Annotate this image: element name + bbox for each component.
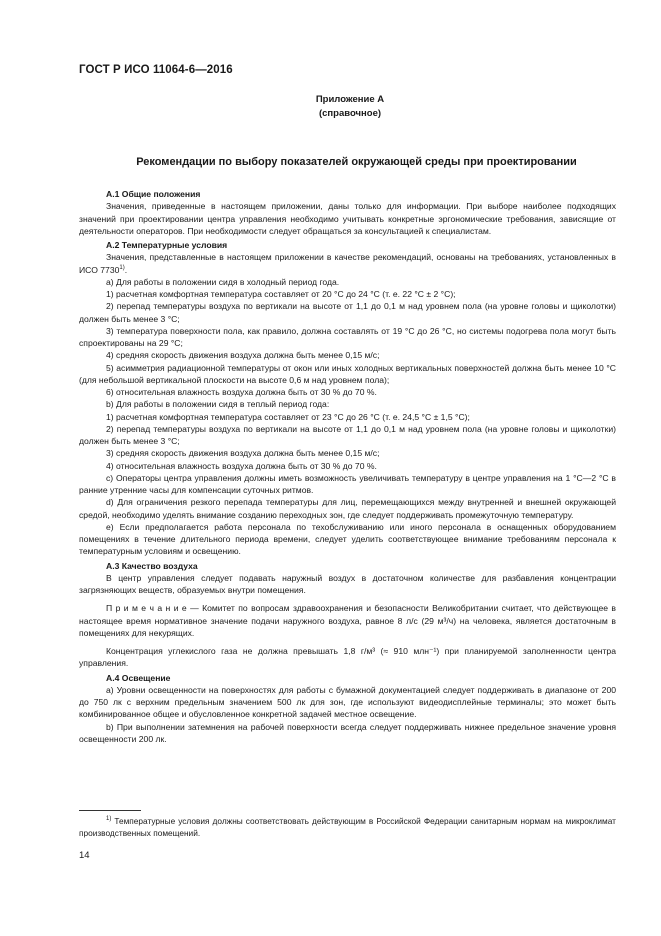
list-item: с) Операторы центра управления должны иметь возможность увеличивать температуру в центре управления на 1 °С—2 °С в ранние утренние часы для компенсации суточных ритмов. — [79, 472, 616, 495]
section-heading-a3: А.3 Качество воздуха — [106, 560, 198, 571]
list-item: 3) температура поверхности пола, как правило, должна составлять от 19 °С до 26 °С, но системы подогрева пола могут быть спроектированы на 29 °С; — [79, 325, 616, 348]
note-label: П р и м е ч а н и е — [106, 603, 187, 614]
list-item: 4) средняя скорость движения воздуха должна быть менее 0,15 м/с; — [106, 350, 380, 361]
section-heading-a1: А.1 Общие положения — [106, 189, 201, 199]
list-item: d) Для ограничения резкого перепада температуры для лиц, перемещающихся между внутренней и внешней окружающей средой, необходимо уделять внимание созданию переходных зон, где следует поддерживать промежуточную температуру. — [79, 497, 616, 520]
list-item: 2) перепад температуры воздуха по вертикали на высоте от 1,1 до 0,1 м над уровнем пола (на уровне головы и щиколотки) должен быть менее 3 °С; — [79, 423, 616, 446]
page-number: 14 — [79, 850, 90, 861]
footnote-ref: 1) — [119, 264, 125, 271]
list-item: b) Для работы в положении сидя в теплый период года: — [106, 399, 330, 410]
paragraph: В центр управления следует подавать наружный воздух в достаточном количестве для разбавления концентрации загрязняющих веществ, образуемых внутри помещения. — [79, 572, 616, 595]
document-header: ГОСТ Р ИСО 11064-6—2016 — [79, 64, 233, 76]
footnote-divider — [79, 810, 141, 811]
section-heading-a2: А.2 Температурные условия — [106, 240, 228, 250]
appendix-label: Приложение А — [315, 94, 385, 105]
appendix-title: Рекомендации по выбору показателей окружающей среды при проектировании — [136, 156, 577, 168]
footnote-text: Температурные условия должны соответствовать действующим в Российской Федерации санитарным нормам на микроклимат производственных помещений. — [79, 816, 616, 838]
list-item: а) Для работы в положении сидя в холодный период года. — [106, 276, 340, 287]
paragraph-end: . — [124, 264, 128, 275]
list-item: 1) расчетная комфортная температура составляет от 23 °С до 26 °С (т. е. 24,5 °С ± 1,5 °С); — [106, 411, 470, 422]
appendix-body — [79, 186, 616, 745]
section-heading-a4: А.4 Освещение — [106, 672, 171, 683]
footnote — [79, 815, 616, 839]
paragraph-text: Значения, представленные в настоящем приложении в качестве рекомендаций, основаны на требованиях, установленных в ИСО 7730 — [79, 252, 616, 275]
appendix-heading — [290, 93, 410, 121]
list-item: е) Если предполагается работа персонала по техобслуживанию или иного персонала в оснащенных оборудованием помещениях в течение длительного периода времени, следует уделить соответствующее внимание требованиям персонала к температурным условиям и освещению. — [79, 521, 616, 557]
list-item: 1) расчетная комфортная температура составляет от 20 °С до 24 °С (т. е. 22 °С ± 2 °С); — [106, 289, 456, 299]
note-text: — Комитет по вопросам здравоохранения и безопасности Великобритании считает, что действующее в настоящее время нормативное значение подачи наружного воздуха, равное 8 л/с (29 м³/ч) на человека, является достаточным в помещениях для некурящих. — [79, 603, 616, 638]
footnote-mark: 1) — [106, 816, 112, 822]
list-item: 2) перепад температуры воздуха по вертикали на высоте от 1,1 до 0,1 м над уровнем пола (на уровне головы и щиколотки) должен быть менее 3 °С; — [79, 301, 616, 324]
list-item: а) Уровни освещенности на поверхностях для работы с бумажной документацией следует поддерживать в диапазоне от 200 до 750 лк с верхним предельным значением 500 лк для зон, где используют видеодисплейные терминалы; это может быть комбинированное общее и обусловленное конкретной задачей местное освещение. — [79, 684, 616, 720]
appendix-kind: (справочное) — [318, 108, 382, 119]
list-item: 5) асимметрия радиационной температуры от окон или иных холодных вертикальных поверхностей должна быть менее 10 °С (для небольшой вертикальной плоскости на высоте 0,6 м над уровнем пола); — [79, 362, 616, 385]
note — [79, 602, 616, 639]
paragraph: Значения, приведенные в настоящем приложении, даны только для информации. При выборе наиболее подходящих значений при проектировании центра управления необходимо учитывать конкретные эргономические требования, зависящие от деятельности операторов. При необходимости следует обращаться за консультацией к специалистам. — [79, 201, 616, 236]
paragraph: Концентрация углекислого газа не должна превышать 1,8 г/м³ (≈ 910 млн⁻¹) при планируемой заполненности центра управления. — [79, 646, 616, 669]
list-item: 4) относительная влажность воздуха должна быть от 30 % до 70 %. — [106, 460, 377, 471]
list-item: 6) относительная влажность воздуха должна быть от 30 % до 70 %. — [106, 387, 377, 397]
list-item: b) При выполнении затемнения на рабочей поверхности всегда следует поддерживать нижнее предельное значение уровня освещенности 200 лк. — [79, 721, 616, 744]
paragraph — [79, 251, 616, 276]
list-item: 3) средняя скорость движения воздуха должна быть менее 0,15 м/с; — [106, 448, 380, 459]
